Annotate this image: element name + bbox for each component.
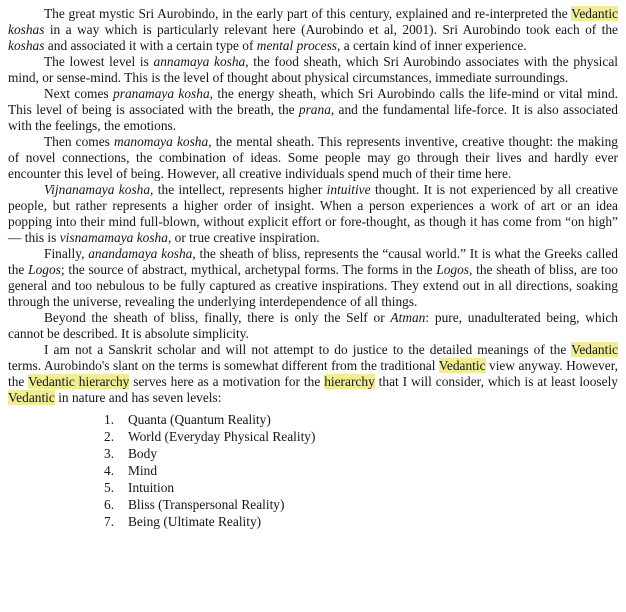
text-segment: serves here as a motivation for the xyxy=(129,374,325,389)
list-item xyxy=(104,428,618,445)
text-segment: , the food sheath, which Sri Aurobindo associates with the physical mind, or sense-mind. This is the level of thought about physical circumstances, immediate surroundings. xyxy=(8,54,619,85)
list-label: Mind xyxy=(128,463,158,478)
list-item xyxy=(104,479,618,496)
paragraph xyxy=(8,342,618,406)
list-label: Bliss (Transpersonal Reality) xyxy=(128,497,285,512)
highlighted-term: Vedantic xyxy=(438,358,486,373)
text-segment: , a certain kind of inner experience. xyxy=(337,38,527,53)
italic-term: intuitive xyxy=(326,182,371,197)
italic-term: mental process xyxy=(256,38,337,53)
text-segment: , and the fundamental life-force. It is also associated with the feelings, the emotions. xyxy=(8,102,619,133)
paragraph xyxy=(8,134,618,182)
italic-term: manomaya kosha xyxy=(114,134,209,149)
list-label: Body xyxy=(128,446,158,461)
italic-term: prana xyxy=(298,102,331,117)
text-segment: , the energy sheath, which Sri Aurobindo calls the life-mind or vital mind. This level of being is associated with the breath, the xyxy=(8,86,618,117)
text-segment: thought. It is not experienced by all creative people, but rather represents a higher order of insight. When a person experiences a work of art or an idea popping into their mind full-blown, without explicit effort or fore-thought, as though it has come from “on high” — this is xyxy=(8,182,618,245)
highlighted-term: Vedantic xyxy=(571,6,618,21)
list-item xyxy=(104,445,618,462)
text-segment: , the sheath of bliss, are too general and too nebulous to be fully captured as creative inspirations. They extend out in all directions, soaking through the universe, revealing the underlying interdependence of all things. xyxy=(8,262,618,309)
paragraph xyxy=(8,54,618,86)
text-segment: Beyond the sheath of bliss, finally, there is only the Self or xyxy=(44,310,391,325)
italic-term: Atman xyxy=(390,310,426,325)
text-segment: Next comes xyxy=(44,86,114,101)
highlighted-term: hierarchy xyxy=(324,374,375,389)
text-segment: terms. Aurobindo's slant on the terms is somewhat different from the traditional xyxy=(8,358,439,373)
italic-term: Logos xyxy=(436,262,470,277)
paragraph xyxy=(8,6,618,54)
list-number: 6. xyxy=(104,497,115,512)
text-segment: , or true creative inspiration. xyxy=(167,230,320,245)
text-segment: Then comes xyxy=(44,134,115,149)
text-segment: Finally, xyxy=(44,246,89,261)
italic-term: koshas xyxy=(8,38,45,53)
italic-term: visnamamaya kosha xyxy=(59,230,168,245)
italic-term: annamaya kosha xyxy=(153,54,246,69)
italic-term: koshas xyxy=(8,22,45,37)
list-item xyxy=(104,462,618,479)
text-segment: , the sheath of bliss, represents the “causal world.” It is what the Greeks called the xyxy=(8,246,618,277)
list-label: World (Everyday Physical Reality) xyxy=(128,429,316,444)
document-body xyxy=(8,6,618,406)
text-segment: The great mystic Sri Aurobindo, in the early part of this century, explained and re-interpreted the xyxy=(44,6,572,21)
levels-list xyxy=(8,411,618,530)
paragraph xyxy=(8,246,618,310)
list-number: 5. xyxy=(104,480,115,495)
list-label: Intuition xyxy=(128,480,175,495)
highlighted-term: Vedantic xyxy=(8,390,55,405)
list-label: Quanta (Quantum Reality) xyxy=(128,412,271,427)
italic-term: pranamaya kosha xyxy=(113,86,210,101)
text-segment: that I will consider, which is at least loosely xyxy=(374,374,619,389)
text-segment: , the intellect, represents higher xyxy=(150,182,327,197)
text-segment: I am not a Sanskrit scholar and will not attempt to do justice to the detailed meanings of the xyxy=(44,342,572,357)
list-number: 4. xyxy=(104,463,115,478)
text-segment: view anyway. However, the xyxy=(8,358,618,389)
paragraph xyxy=(8,310,618,342)
italic-term: Vijnanamaya kosha xyxy=(44,182,151,197)
text-segment: and associated it with a certain type of xyxy=(44,38,257,53)
text-segment: in a way which is particularly relevant here (Aurobindo et al, 2001). Sri Aurobindo took each of the xyxy=(44,22,618,37)
list-number: 2. xyxy=(104,429,115,444)
italic-term: anandamaya kosha xyxy=(88,246,193,261)
list-number: 1. xyxy=(104,412,115,427)
list-label: Being (Ultimate Reality) xyxy=(128,514,262,529)
list-number: 3. xyxy=(104,446,115,461)
paragraph xyxy=(8,86,618,134)
list-item xyxy=(104,513,618,530)
text-segment: , the mental sheath. This represents inventive, creative thought: the making of novel connections, the combination of ideas. Some people may go through their lives and hardly ever encounter this level of being. However, all creative individuals spend much of their time here. xyxy=(8,134,618,181)
list-number: 7. xyxy=(104,514,115,529)
text-segment: in nature and has seven levels: xyxy=(54,390,222,405)
list-item xyxy=(104,411,618,428)
text-segment: The lowest level is xyxy=(44,54,154,69)
highlighted-term: Vedantic hierarchy xyxy=(28,374,130,389)
list-item xyxy=(104,496,618,513)
text-segment: ; the source of abstract, mythical, archetypal forms. The forms in the xyxy=(60,262,437,277)
italic-term: Logos xyxy=(28,262,61,277)
paragraph xyxy=(8,182,618,246)
highlighted-term: Vedantic xyxy=(571,342,618,357)
text-segment: : pure, unadulterated being, which cannot be described. It is absolute simplicity. xyxy=(8,310,618,341)
